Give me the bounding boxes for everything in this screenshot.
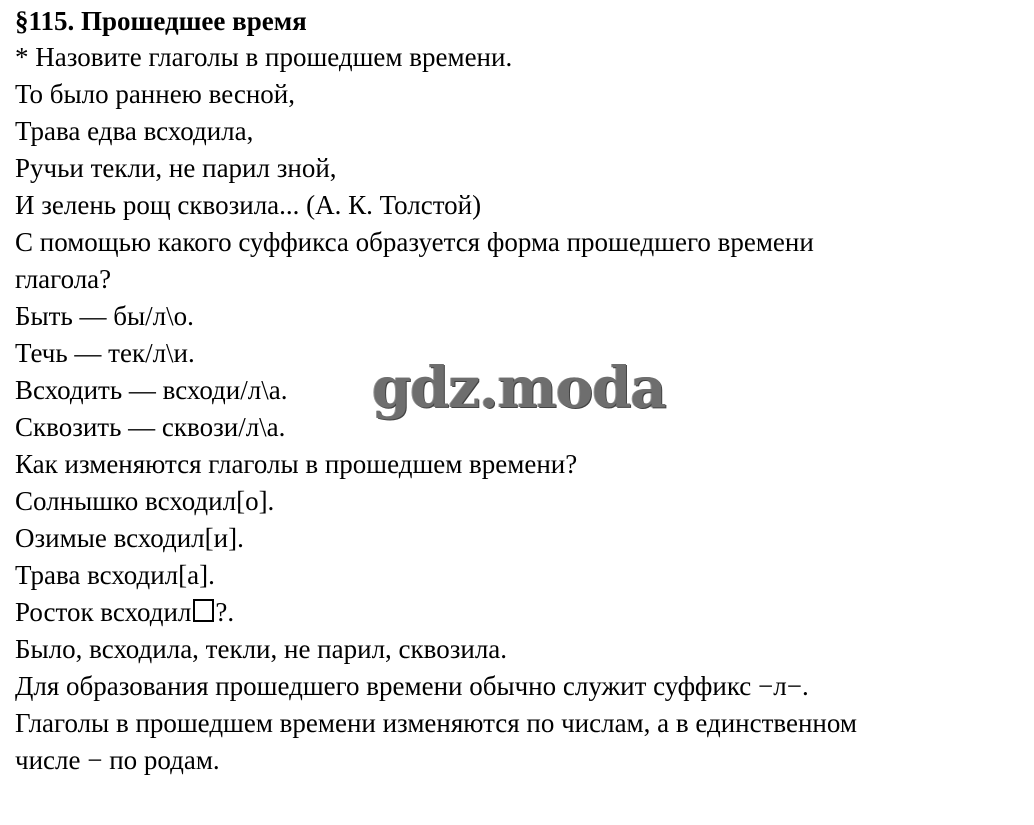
zero-ending-box-icon [193,599,214,622]
poem-line: И зелень рощ сквозила... (А. К. Толстой) [15,190,482,220]
question-change: Как изменяются глаголы в прошедшем времени? [15,449,578,479]
poem-line: То было раннею весной, [15,79,295,109]
example-suffix-text: ?. [215,597,235,627]
watermark: gdz.moda [372,355,666,421]
poem-line: Ручьи текли, не парил зной, [15,153,337,183]
answer-verbs: Было, всходила, текли, не парил, сквозила. [15,634,508,664]
poem-line: Трава едва всходила, [15,116,254,146]
example-ending-zero [15,594,1030,631]
answer-suffix: Для образования прошедшего времени обычно служит суффикс −л−. [15,671,809,701]
question-suffix-line2: глагола? [15,264,112,294]
example-suffix: Быть — бы/л\о. [15,301,194,331]
answer-change-line2: числе − по родам. [15,745,220,775]
section-title: §115. Прошедшее время [15,6,307,36]
example-ending: Озимые всходил[и]. [15,523,244,553]
example-suffix: Всходить — всходи/л\а. [15,375,288,405]
question-suffix-line1: С помощью какого суффикса образуется форма прошедшего времени [15,227,814,257]
example-ending: Трава всходил[а]. [15,560,215,590]
example-ending: Солнышко всходил[о]. [15,486,275,516]
task-instruction: * Назовите глаголы в прошедшем времени. [15,42,513,72]
example-suffix: Течь — тек/л\и. [15,338,195,368]
answer-change-line1: Глаголы в прошедшем времени изменяются по числам, а в единственном [15,708,857,738]
example-prefix: Росток всходил [15,597,192,627]
example-suffix: Сквозить — сквози/л\а. [15,412,286,442]
